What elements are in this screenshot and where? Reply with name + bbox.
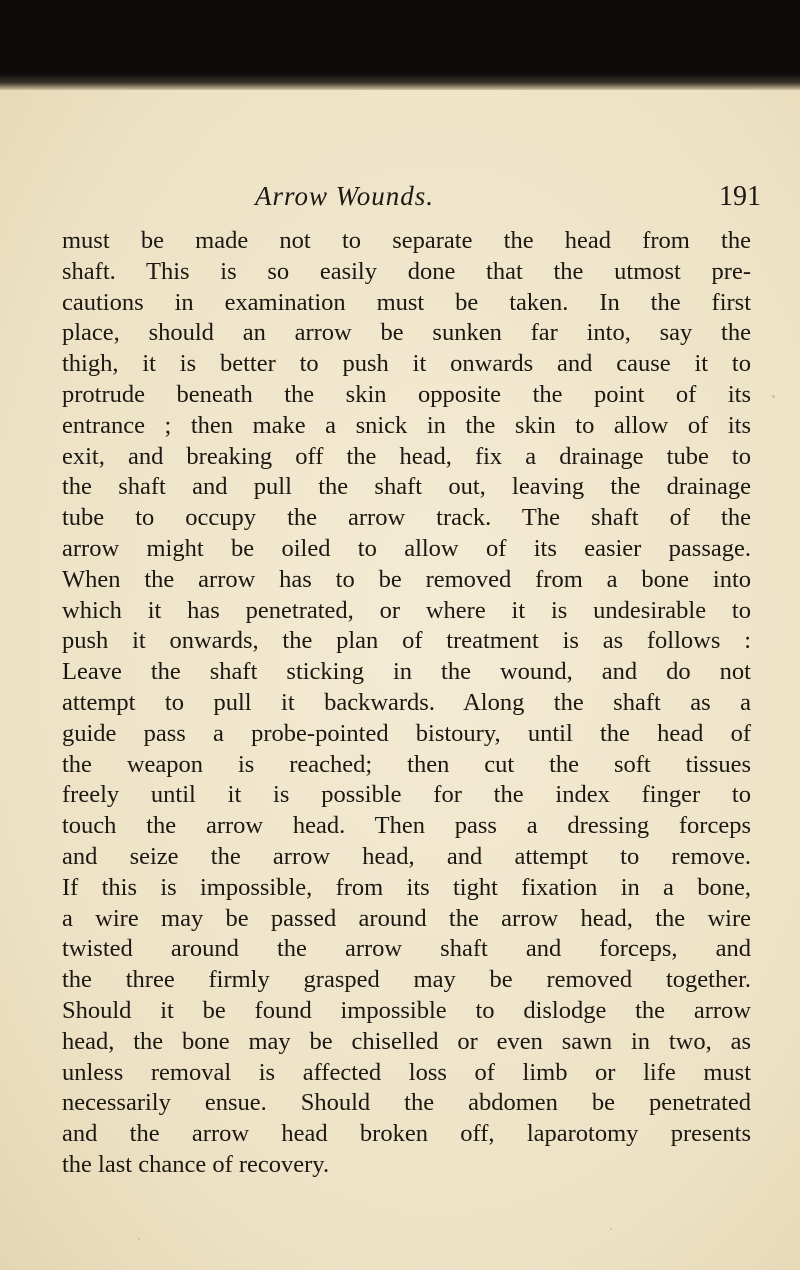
text-line-last: the last chance of recovery.	[62, 1150, 330, 1178]
text-line: the weapon is reached; then cut the soft tissues	[62, 750, 751, 778]
text-line: cautions in examination must be taken. In the first	[62, 288, 751, 316]
text-line: the three firmly grasped may be removed together.	[62, 966, 751, 994]
running-head-title: Arrow Wounds.	[255, 181, 435, 211]
text-line: thigh, it is better to push it onwards and cause it to	[62, 350, 751, 378]
text-line: freely until it is possible for the index finger to	[62, 781, 751, 809]
text-line: twisted around the arrow shaft and forceps, and	[62, 935, 751, 963]
text-line: entrance ; then make a snick in the skin to allow of its	[62, 411, 751, 439]
text-line: and seize the arrow head, and attempt to remove.	[62, 842, 751, 870]
text-line: If this is impossible, from its tight fixation in a bone,	[62, 873, 751, 901]
text-line: place, should an arrow be sunken far into, say the	[62, 319, 751, 347]
paper-speck	[772, 395, 775, 398]
text-line: push it onwards, the plan of treatment is as follows :	[62, 627, 751, 655]
text-line: arrow might be oiled to allow of its easier passage.	[62, 534, 751, 562]
text-line: When the arrow has to be removed from a bone into	[62, 565, 751, 593]
scan-dark-border	[0, 0, 800, 90]
paper-speck	[610, 1228, 612, 1230]
text-line: tube to occupy the arrow track. The shaft of the	[62, 504, 751, 532]
text-line: touch the arrow head. Then pass a dressing forceps	[62, 812, 751, 840]
text-line: Leave the shaft sticking in the wound, and do not	[62, 658, 751, 686]
text-line: the shaft and pull the shaft out, leaving the drainage	[62, 473, 751, 501]
text-line: shaft. This is so easily done that the utmost pre-	[62, 257, 751, 285]
text-line: which it has penetrated, or where it is undesirable to	[62, 596, 751, 624]
text-line: exit, and breaking off the head, fix a drainage tube to	[62, 442, 751, 470]
text-line: necessarily ensue. Should the abdomen be penetrated	[62, 1089, 751, 1117]
text-line: Should it be found impossible to dislodge the arrow	[62, 996, 751, 1024]
text-line: attempt to pull it backwards. Along the shaft as a	[62, 688, 751, 716]
text-line: and the arrow head broken off, laparotomy presents	[62, 1120, 751, 1148]
page-number: 191	[719, 181, 761, 212]
text-line: guide pass a probe-pointed bistoury, until the head of	[62, 719, 751, 747]
text-line: must be made not to separate the head from the	[62, 227, 751, 254]
text-line: a wire may be passed around the arrow head, the wire	[62, 904, 751, 932]
body-paragraph	[62, 226, 751, 1181]
text-line: protrude beneath the skin opposite the point of its	[62, 380, 751, 408]
text-line: unless removal is affected loss of limb or life must	[62, 1058, 751, 1086]
text-line: head, the bone may be chiselled or even sawn in two, as	[62, 1027, 751, 1055]
paper-speck	[138, 1238, 140, 1240]
